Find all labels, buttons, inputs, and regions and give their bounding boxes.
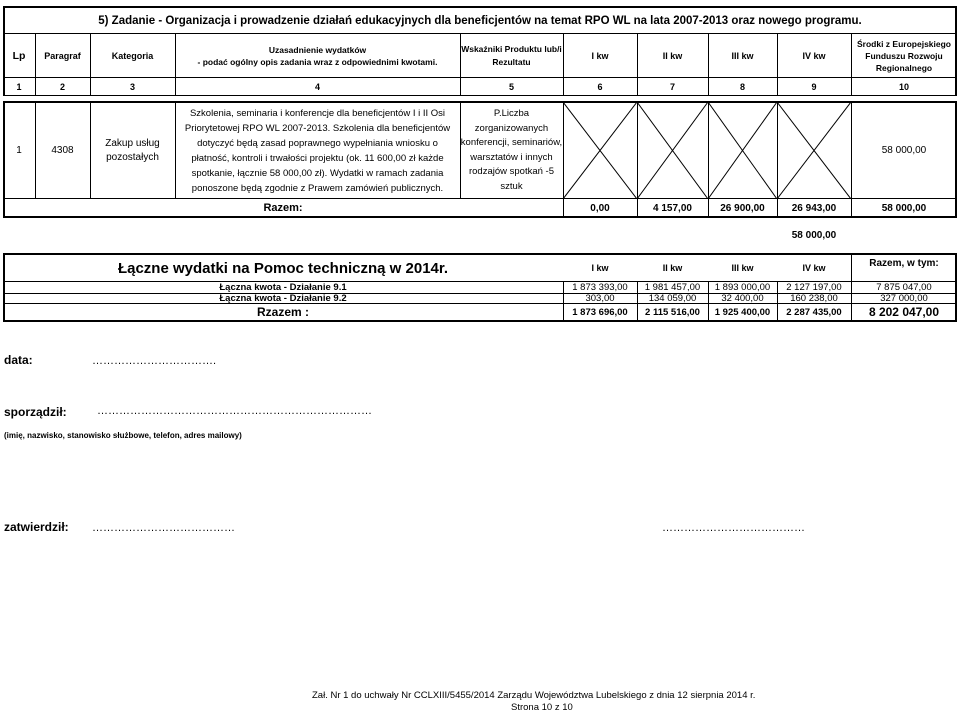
razem-srodki: 58 000,00 xyxy=(881,202,927,214)
summary-total: 1 873 696,00 xyxy=(572,306,628,318)
header-paragraf: Paragraf xyxy=(44,51,81,61)
grand-total-above: 58 000,00 xyxy=(791,229,837,241)
col-number: 8 xyxy=(739,82,745,92)
header-q1: I kw xyxy=(591,51,609,61)
header-uzasadnienie: Uzasadnienie wydatków - podać ogólny opis zadania wraz z odpowiednimi kwotami. xyxy=(197,45,438,67)
footer-note: Zał. Nr 1 do uchwały Nr CCLXIII/5455/2014 Zarządu Województwa Lubelskiego z dnia 12 sierpnia 2014 r. xyxy=(312,690,756,701)
razem-q3: 26 900,00 xyxy=(720,202,765,214)
summary-col-q3: III kw xyxy=(731,263,754,273)
summary-cell: 1 873 393,00 xyxy=(572,282,628,293)
summary-col-q4: IV kw xyxy=(802,263,826,273)
razem-q2: 4 157,00 xyxy=(653,202,692,214)
summary-cell: 327 000,00 xyxy=(880,292,928,304)
summary-cell: 2 127 197,00 xyxy=(786,282,842,293)
row-lp: 1 xyxy=(16,145,22,156)
row-kategoria: Zakup usług pozostałych xyxy=(105,137,160,163)
summary-col-q2: II kw xyxy=(662,263,683,273)
summary-cell: 32 400,00 xyxy=(721,292,764,304)
summary-heading: Łączne wydatki na Pomoc techniczną w 2014r. xyxy=(117,259,449,277)
summary-cell: 160 238,00 xyxy=(790,292,838,304)
summary-cell: 303,00 xyxy=(585,292,615,304)
zatwierdzil-dots: ………………………………… xyxy=(662,522,805,534)
col-number: 5 xyxy=(508,82,514,92)
sporzadzil-label: sporządził: xyxy=(4,405,67,419)
col-number: 10 xyxy=(898,82,909,92)
summary-cell: 7 875 047,00 xyxy=(876,282,932,293)
summary-cell: 134 059,00 xyxy=(648,292,697,304)
header-wskazniki: Wskaźniki Produktu lub/i Rezultatu xyxy=(461,44,562,67)
data-dots: ……………………………. xyxy=(92,355,217,367)
summary-row-label: Łączna kwota - Działanie 9.2 xyxy=(219,292,347,304)
sporzadzil-dots: ………………………………………………………………… xyxy=(97,405,372,417)
summary-row-label: Łączna kwota - Działanie 9.1 xyxy=(219,282,347,293)
header-q3: III kw xyxy=(731,51,754,61)
col-number: 6 xyxy=(597,82,603,92)
col-number: 1 xyxy=(16,82,22,92)
header-q2: II kw xyxy=(662,51,683,61)
razem-label: Razem: xyxy=(263,202,303,214)
summary-total: 1 925 400,00 xyxy=(714,306,771,318)
data-label: data: xyxy=(4,353,33,367)
zatwierdzil-label: zatwierdził: xyxy=(4,520,69,534)
razem-q1: 0,00 xyxy=(590,202,610,214)
summary-cell: 1 893 000,00 xyxy=(714,282,771,293)
row-wskazniki: P.Liczba zorganizowanych konferencji, seminariów, warsztatów i innych rodzajów spotkań -5 sztuk xyxy=(460,108,563,192)
header-q4: IV kw xyxy=(802,51,826,61)
zatwierdzil-dots: ………………………………… xyxy=(92,522,235,534)
summary-grand-total: 8 202 047,00 xyxy=(868,305,940,319)
col-number: 9 xyxy=(811,82,817,92)
summary-cell: 1 981 457,00 xyxy=(644,282,701,293)
header-kategoria: Kategoria xyxy=(111,51,154,61)
sporzadzil-note: (imię, nazwisko, stanowisko służbowe, telefon, adres mailowy) xyxy=(4,431,242,440)
row-uzasadnienie: Szkolenia, seminaria i konferencje dla beneficjentów I i II Osi Priorytetowej RPO WL 2007-2013. Szkolenia dla beneficjentów dotyczyć będą zasad poprawnego wypełniania wniosku o płatność, kontroli i trwałości projektu (ok. 11 600,00 zł każde spotkanie, łącznie 58 000,00 zł). Wydatki w ramach zadania ponoszone będą zgodnie z Prawem zamówień publicznych. xyxy=(184,107,451,194)
summary-total: 2 115 516,00 xyxy=(645,306,700,318)
col-number: 3 xyxy=(129,82,135,92)
col-number: 4 xyxy=(314,82,320,92)
summary-col-q1: I kw xyxy=(591,263,609,273)
row-srodki: 58 000,00 xyxy=(881,145,927,156)
page-number: Strona 10 z 10 xyxy=(511,702,573,713)
header-srodki: Środki z Europejskiego Funduszu Rozwoju Regionalnego xyxy=(857,39,951,73)
col-number: 2 xyxy=(59,82,65,92)
header-lp: Lp xyxy=(12,50,26,62)
summary-total-label: Rzazem : xyxy=(256,305,309,319)
col-number: 7 xyxy=(669,82,675,92)
row-paragraf: 4308 xyxy=(51,145,74,156)
razem-q4: 26 943,00 xyxy=(791,202,837,214)
summary-col-razem: Razem, w tym: xyxy=(869,257,939,269)
summary-total: 2 287 435,00 xyxy=(786,306,842,318)
task-title: 5) Zadanie - Organizacja i prowadzenie działań edukacyjnych dla beneficjentów na temat RPO WL na lata 2007-2013 oraz nowego programu. xyxy=(3,6,957,34)
crossed-cells xyxy=(563,102,851,199)
